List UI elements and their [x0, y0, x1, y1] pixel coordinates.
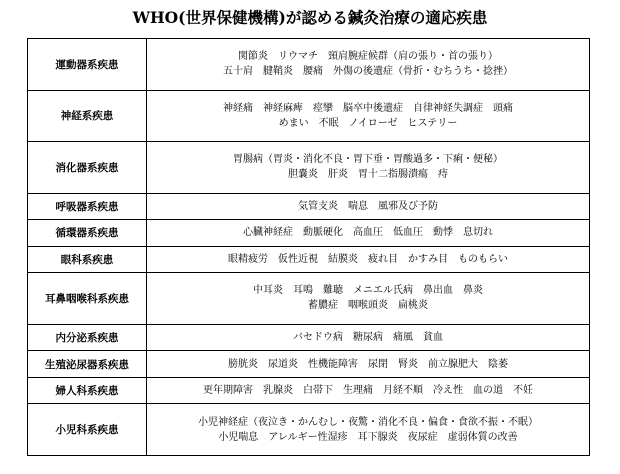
- condition-line: 小児喘息 アレルギー性湿疹 耳下腺炎 夜尿症 虚弱体質の改善: [218, 431, 518, 443]
- category-cell: 小児科系疾患: [28, 404, 147, 456]
- page-title: WHO(世界保健機構)が認める鍼灸治療の適応疾患: [132, 8, 488, 27]
- category-cell: 循環器系疾患: [28, 220, 147, 247]
- conditions-cell: [147, 404, 590, 456]
- table-row: [28, 142, 590, 194]
- category-cell: 消化器系疾患: [28, 142, 147, 194]
- condition-line: 関節炎 リウマチ 頸肩腕症候群（肩の張り・首の張り）: [238, 51, 498, 63]
- conditions-cell: [147, 220, 590, 247]
- conditions-cell: [147, 377, 590, 404]
- condition-line: 中耳炎 耳鳴 難聴 メニエル氏病 鼻出血 鼻炎: [253, 285, 483, 297]
- condition-line: 心臓神経症 動脈硬化 高血圧 低血圧 動悸 息切れ: [243, 227, 493, 239]
- table-row: [28, 404, 590, 456]
- conditions-cell: [147, 90, 590, 142]
- table-row: [28, 90, 590, 142]
- category-cell: 眼科系疾患: [28, 246, 147, 273]
- condition-line: 膀胱炎 尿道炎 性機能障害 尿閉 腎炎 前立腺肥大 陰萎: [228, 358, 508, 370]
- table-row: [28, 193, 590, 220]
- table-row: [28, 39, 590, 91]
- conditions-cell: [147, 193, 590, 220]
- condition-line: 小児神経症（夜泣き・かんむし・夜驚・消化不良・偏食・食欲不振・不眠）: [198, 416, 538, 428]
- indications-table-body: [28, 39, 590, 456]
- category-cell: 耳鼻咽喉科系疾患: [28, 273, 147, 325]
- condition-line: バセドウ病 糖尿病 痛風 貧血: [293, 332, 443, 344]
- table-row: [28, 351, 590, 378]
- category-cell: 生殖泌尿器系疾患: [28, 351, 147, 378]
- category-cell: 運動器系疾患: [28, 39, 147, 91]
- category-cell: 神経系疾患: [28, 90, 147, 142]
- category-cell: 婦人科系疾患: [28, 377, 147, 404]
- category-cell: 呼吸器系疾患: [28, 193, 147, 220]
- indications-table: [27, 38, 590, 456]
- condition-line: 胃腸病（胃炎・消化不良・胃下垂・胃酸過多・下痢・便秘）: [233, 154, 503, 166]
- condition-line: 五十肩 腱鞘炎 腰痛 外傷の後遺症（骨折・むちうち・捻挫）: [223, 66, 513, 78]
- table-row: [28, 324, 590, 351]
- conditions-cell: [147, 142, 590, 194]
- conditions-cell: [147, 39, 590, 91]
- category-cell: 内分泌系疾患: [28, 324, 147, 351]
- condition-line: めまい 不眠 ノイローゼ ヒステリー: [278, 117, 458, 129]
- table-row: [28, 220, 590, 247]
- condition-line: 眼精疲労 仮性近視 結膜炎 疲れ目 かすみ目 ものもらい: [228, 253, 508, 265]
- table-row: [28, 246, 590, 273]
- table-row: [28, 377, 590, 404]
- condition-line: 胆嚢炎 肝炎 胃十二指腸潰瘍 痔: [288, 169, 448, 181]
- condition-line: 気管支炎 喘息 風邪及び予防: [298, 200, 438, 212]
- condition-line: 蓄膿症 咽喉頭炎 扁桃炎: [308, 300, 428, 312]
- table-row: [28, 273, 590, 325]
- conditions-cell: [147, 324, 590, 351]
- conditions-cell: [147, 273, 590, 325]
- conditions-cell: [147, 351, 590, 378]
- condition-line: 更年期障害 乳腺炎 白帯下 生理痛 月経不順 冷え性 血の道 不妊: [203, 385, 533, 397]
- conditions-cell: [147, 246, 590, 273]
- condition-line: 神経痛 神経麻痺 痙攣 脳卒中後遺症 自律神経失調症 頭痛: [223, 102, 513, 114]
